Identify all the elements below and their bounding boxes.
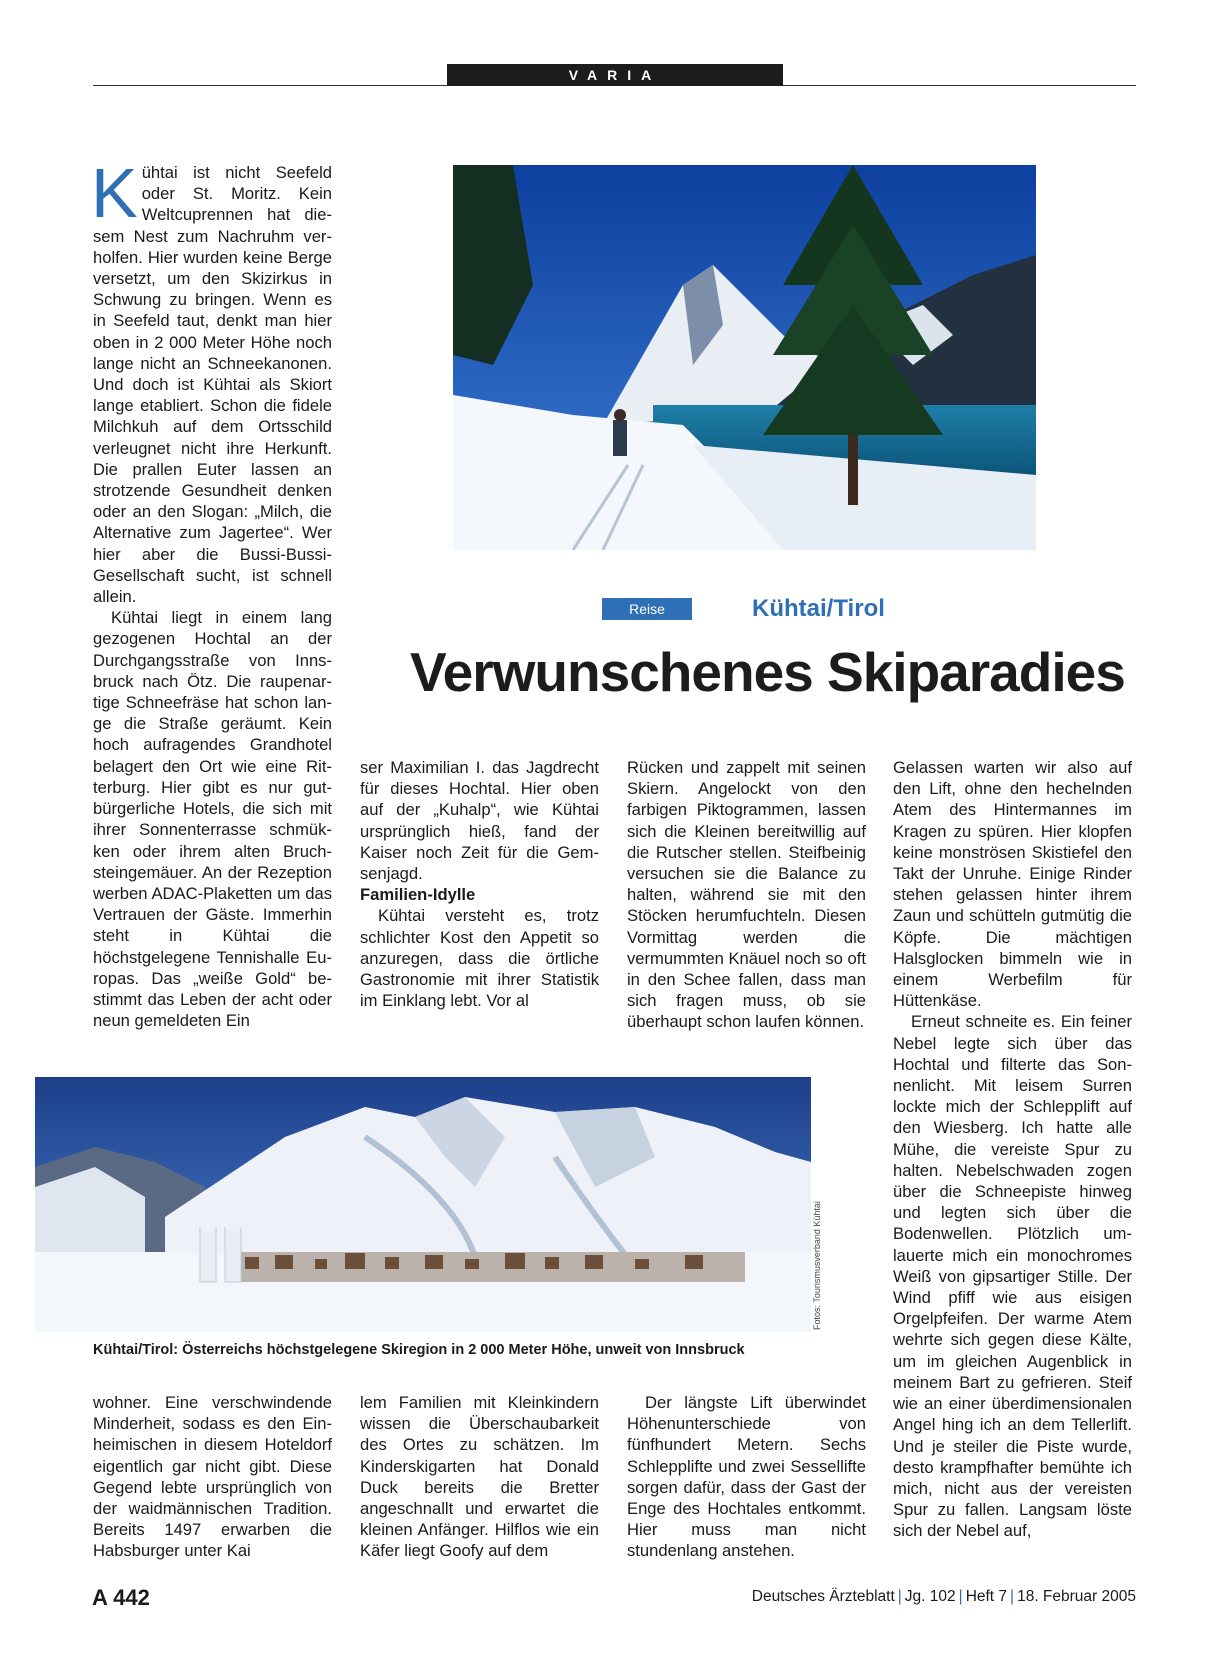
col4-paragraph-1: Gelassen warten wir also auf den Lift, ohne den hechelnden Atem des Hintermannes im Kragen zu spüren. Hier klopfen keine monströsen Skistiefel den Takt der Unruhe. Einige Rinder stehen gelassen hinter ihrem Zaun und schütteln gutmütig die Köpfe. Die mächtigen Halsglocken bimmeln wie in einem Werbefilm für Hüttenkäse. xyxy=(893,758,1132,1011)
lake-skier-photo xyxy=(453,165,1036,550)
photo-caption: Kühtai/Tirol: Österreichs höchstgelegene Skiregion in 2 000 Meter Höhe, unweit von Innsbruck xyxy=(93,1342,745,1358)
col3-paragraph-1: Rücken und zappelt mit seinen Skiern. Angelockt von den farbigen Piktogrammen, lassen sich die Kleinen bereitwillig auf die Rutscher stellen. Steifbeinig versuchen sie die Balance zu halten, während sie mit den Stöcken herumfuchteln. Diesen Vormittag werden die vermummten Knäuel noch so oft in den Schee fallen, dass man sich fragen muss, ob sie überhaupt schon laufen können. xyxy=(627,758,866,1032)
col4-paragraph-2: Erneut schneite es. Ein feiner Nebel legte sich über das Hochtal und filterte das Sonnenlicht. Mit leisem Surren lockte mich der Schlepplift auf den Wiesberg. Ich hatte alle Mühe, die vereiste Spur zu halten. Nebelschwaden zogen über die Schneepiste hinweg und legten sich über die Bodenwellen. Plötzlich umlauerte mich ein monochromes Weiß von gipsartiger Stille. Der Wind pfiff wie aus eisigen Orgelpfeifen. Der warme Atem wehrte sich gegen diese Kälte, um im gleichen Augenblick in meinem Bart zu gefrieren. Steif wie an einer überdimensionalen Angel hing ich an dem Tellerlift. Und je steiler die Piste wurde, desto krampfhafter bemühte ich mich, nicht aus der vereisten Spur zu fallen. Langsam löste sich der Nebel auf, xyxy=(893,1012,1132,1541)
article-column-1 xyxy=(91,154,332,1031)
col2-paragraph-2: Kühtai versteht es, trotz schlichter Kost den Appetit so anzuregen, dass die örtliche Gastronomie mit ihrer Statistik im Einklang lebt. Vor al xyxy=(360,906,599,1011)
article-column-3-top xyxy=(627,757,866,1033)
col1-paragraph-2: Kühtai liegt in einem lang gezogenen Hochtal an der Durchgangsstraße von Innsbruck nach Ötz. Die raupenartige Schneefräse hat schon lange die Straße geräumt. Kein hoch aufragendes Grandhotel belagert den Ort wie eine Ritterburg. Hier gibt es nur gutbürgerliche Hotels, die sich mit ihrer Sonnenterrasse schmükken oder ihrem alten Bruchsteingemäuer. An der Rezeption werben ADAC-Plaketten um das Vertrauen der Gäste. Immerhin steht in Kühtai die höchstgelegene Tennishalle Europas. Das „weiße Gold“ bestimmt das Leben der acht oder neun gemeldeten Ein xyxy=(93,608,332,1031)
bottom-col1-text: wohner. Eine verschwindende Minderheit, sodass es den Einheimischen in diesem Hoteldorf eigentlich gar nicht gibt. Diese Gegend lebte ursprünglich von der waidmännischen Tradition. Bereits 1497 erwarben die Habsburger unter Kai xyxy=(93,1393,332,1561)
article-kicker: Kühtai/Tirol xyxy=(752,595,885,622)
col1-paragraph-1: ühtai ist nicht Seefeld oder St. Moritz. Kein Weltcuprennen hat diesem Nest zum Nachruhm verholfen. Hier wurden keine Berge versetzt, um den Skizirkus in Schwung zu bringen. Wenn es in Seefeld taut, denkt man hier oben in 2 000 Meter Höhe noch lange nicht an Schneekanonen. Und doch ist Kühtai als Skiort lange etabliert. Schon die fidele Milchkuh auf dem Ortsschild verleugnet nicht ihre Herkunft. Die prallen Euter lassen an strotzende Gesundheit denken oder an den Slogan: „Milch, die Alternative zum Jagertee“. Wer hier aber die Bussi-Bussi-Gesellschaft sucht, ist schnell allein. xyxy=(93,163,332,607)
article-column-4 xyxy=(893,757,1132,1542)
article-column-2-bottom xyxy=(360,1392,599,1562)
journal-footer: Deutsches Ärzteblatt | Jg. 102 | Heft 7 | 18. Februar 2005 xyxy=(751,1588,1136,1605)
section-label: VARIA xyxy=(447,64,783,86)
drop-cap: K xyxy=(91,154,138,232)
photo-credit: Fotos: Tourismusverband Kühtai xyxy=(812,1201,822,1330)
bottom-col3-text: Der längste Lift überwindet Höhenunterschiede von fünfhundert Metern. Sechs Schlepplifte und zwei Sessellifte sorgen dafür, dass der Gast der Enge des Hochtales entkommt. Hier muss man nicht stundenlang anstehen. xyxy=(627,1393,866,1561)
panorama-photo xyxy=(35,1077,811,1332)
article-column-3-bottom xyxy=(627,1392,866,1562)
journal-date: 18. Februar 2005 xyxy=(1017,1588,1136,1605)
article-column-2-top xyxy=(360,757,599,1011)
article-column-1-bottom xyxy=(93,1392,332,1562)
journal-volume: Jg. 102 xyxy=(904,1588,956,1605)
page-number: A 442 xyxy=(92,1585,150,1610)
bottom-col2-text: lem Familien mit Kleinkindern wissen die Überschaubarkeit des Ortes zu schätzen. Im Kinderskigarten hat Donald Duck bereits die Bretter angeschnallt und erwartet die kleinen Anfänger. Hilflos wie ein Käfer liegt Goofy auf dem xyxy=(360,1393,599,1561)
article-headline: Verwunschenes Skiparadies xyxy=(410,641,1125,703)
subheading-familien-idylle: Familien-Idylle xyxy=(360,885,476,905)
col2-paragraph-1: ser Maximilian I. das Jagdrecht für dieses Hochtal. Hier oben auf der „Kuhalp“, wie Kühtai ursprünglich hieß, fand der Kaiser noch Zeit für die Gemsenjagd. xyxy=(360,758,599,884)
journal-name: Deutsches Ärzteblatt xyxy=(751,1588,895,1605)
journal-issue: Heft 7 xyxy=(965,1588,1008,1605)
category-tag: Reise xyxy=(602,598,692,620)
